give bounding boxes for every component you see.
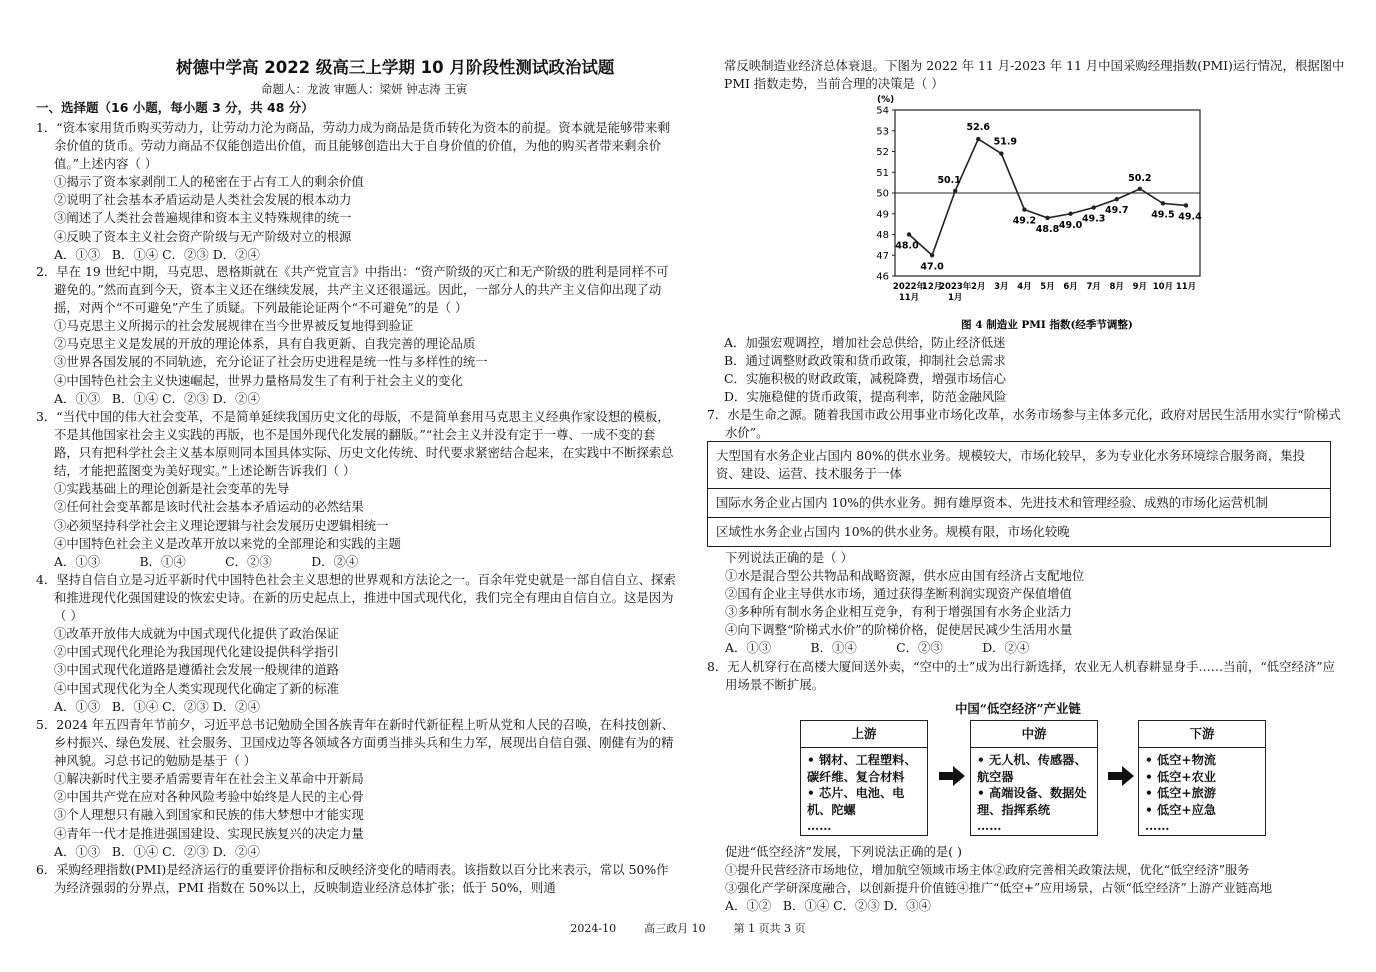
midstream-box [970,720,1098,836]
y-axis-unit: (%) [877,95,895,105]
option: ②说明了社会基本矛盾运动是人类社会发展的根本动力 [54,192,352,208]
table-row [708,518,1331,547]
question-stem: 5．2024 年五四青年节前夕，习近平总书记勉励全国各族青年在新时代新征程上听从党和人民的召唤，在科技创新、乡村振兴、绿色发展、社会服务、卫国戍边等各领域各方面勇当排头兵和生力军，展现出自信自强、刚健有为的精神风貌。习总书记的勉励是基于（ ） [36,717,675,769]
section-heading: 一、选择题（16 小题，每小题 3 分，共 48 分） [36,100,314,115]
data-label: 49.5 [1151,209,1175,221]
pmi-point [999,151,1003,155]
option: ①提升民营经济市场地位，增加航空领域市场主体②政府完善相关政策法规，优化“低空经济”服务 [725,863,1250,878]
option: A．加强宏观调控，增加社会总供给，防止经济低迷 [724,335,1006,350]
pmi-point [1184,203,1188,207]
question-1 [36,119,676,264]
data-label: 48.0 [895,240,919,252]
pmi-point [1138,187,1142,191]
pmi-point [1068,212,1072,216]
option: C．实施积极的财政政策，减税降费，增强市场信心 [724,371,1007,387]
question-stem: 8．无人机穿行在高楼大厦间送外卖，“空中的士”成为出行新选择，农业无人机春耕显身手……当前，“低空经济”应用场景不断扩展。 [707,659,1335,693]
answer-choices: A．①③ B．①④ C．②③ D．②④ [54,246,260,262]
chart-title: 图 4 制造业 PMI 指数(经季节调整) [961,319,1133,331]
y-tick-label: 47 [876,250,889,262]
downstream-box [1138,720,1266,836]
data-label: 48.8 [1035,223,1060,235]
pmi-point [1161,201,1165,205]
pmi-chart [857,88,1207,336]
data-label: 50.1 [937,174,961,186]
y-tick-label: 54 [876,105,889,117]
x-tick-label-sub: 1月 [947,293,963,303]
option: ①水是混合型公共物品和战略资源，供水应由国有经济占支配地位 [725,568,1085,584]
question-8 [707,658,1347,694]
answer-choices: A．①③ B．①④ C．②③ D．②④ [725,640,1030,656]
question-stem: 3．“当代中国的伟大社会变革，不是简单延续我国历史文化的母版，不是简单套用马克思主义经典作家设想的模板，不是其他国家社会主义实践的再版，也不是国外现代化发展的翻版。”“社会主义并没有定于一尊、一成不变的套路，只有把科学社会主义基本原则同本国具体实际、历史文化传统、时代要求紧密结合起来，在实践中不断探索总结，才能把蓝图变为美好现实。”上述论断告诉我们（ ） [36,409,674,479]
option: ③世界各国发展的不同轨迹，充分论证了社会历史进程是统一性与多样性的统一 [54,354,488,370]
question-prompt: 下列说法正确的是（ ） [725,550,853,565]
data-label: 52.6 [966,122,990,134]
option: ②国有企业主导供水市场，通过获得垄断利润实现资产保值增值 [725,586,1072,602]
option: ③阐述了人类社会普遍规律和资本主义特殊规律的统一 [54,210,352,226]
option: B．通过调整财政政策和货币政策，抑制社会总需求 [724,353,1006,369]
pmi-point [1115,197,1119,201]
question-3 [36,408,676,571]
x-tick-label: 11月 [1175,282,1197,292]
pmi-point [953,189,957,193]
question-7 [707,406,1347,442]
data-label: 49.2 [1012,215,1037,227]
water-enterprise-table [707,441,1331,547]
x-tick-label: 2022年 [892,282,926,292]
downstream-body: • 低空+物流 • 低空+农业 • 低空+旅游 • 低空+应急 …… [1145,753,1216,833]
option: ③必须坚持科学社会主义理论逻辑与社会发展历史逻辑相统一 [54,517,389,533]
option: ③个人理想只有融入到国家和民族的伟大梦想中才能实现 [54,807,364,823]
x-tick-label: 5月 [1040,282,1055,292]
page-footer: 2024-10 高三政月 10 第 1 页共 3 页 [570,922,806,935]
x-tick-label: 4月 [1017,282,1032,292]
option: ③多种所有制水务企业相互竞争，有利于增强国有水务企业活力 [725,604,1072,620]
midstream-body: • 无人机、传感器、航空器 • 高端设备、数据处理、指挥系统 …… [977,753,1087,833]
question-7-options [707,549,1347,658]
authors-line: 命题人：龙波 审题人：梁妍 钟志涛 王寅 [261,82,468,96]
option: ④青年一代才是推进强国建设、实现民族复兴的决定力量 [54,825,364,841]
upstream-body: • 钢材、工程塑料、碳纤维、复合材料 • 芯片、电池、电机、陀螺 …… [807,753,917,833]
question-4 [36,571,676,716]
y-tick-label: 46 [876,271,889,283]
x-tick-label: 2023年 [939,282,972,292]
question-2 [36,263,676,408]
y-tick-label: 52 [876,147,889,158]
option: ④向下调整“阶梯式水价”的阶梯价格，促使居民减少生活用水量 [725,622,1073,638]
pmi-point [1091,205,1095,209]
table-cell: 大型国有水务企业占国内 80%的供水业务。规模较大，市场化较早，多为专业化水务环境综合服务商，集投资、建设、运营、技术服务于一体 [708,442,1331,489]
answer-choices: A．①③ B．①④ C．②③ D．②④ [54,553,359,569]
y-tick-label: 51 [876,167,889,179]
x-tick-label: 8月 [1109,282,1124,292]
table-cell: 国际水务企业占国内 10%的供水业务。拥有雄厚资本、先进技术和管理经验、成熟的市场化运营机制 [708,489,1331,518]
pmi-point [1022,207,1026,211]
y-tick-label: 48 [876,230,889,241]
option: ③中国式现代化道路是遵循社会发展一般规律的道路 [54,662,339,678]
x-tick-label: 2月 [971,282,986,292]
option: ③强化产学研深度融合，以创新提升价值链④推广“低空+”应用场景，占领“低空经济”上游产业链高地 [725,881,1273,896]
pmi-point [976,137,980,141]
midstream-title: 中游 [971,721,1097,748]
data-label: 49.4 [1178,211,1202,223]
question-stem: 6．采购经理指数(PMI)是经济运行的重要评价指标和反映经济变化的晴雨表。该指数以百分比来表示，常以 50%作为经济强弱的分界点，PMI 指数在 50%以上，反映制造业经济总体扩张；低于 50%，则通 [36,862,669,896]
table-row [708,489,1331,518]
data-label: 49.7 [1105,205,1129,217]
question-6-start [36,861,676,897]
option: ①实践基础上的理论创新是社会变革的先导 [54,481,290,497]
option: ②马克思主义是发展的开放的理论体系，具有自我更新、自我完善的理论品质 [54,336,476,352]
pmi-point [1045,216,1049,220]
page-title: 树德中学高 2022 级高三上学期 10 月阶段性测试政治试题 [176,58,615,77]
question-stem: 7．水是生命之源。随着我国市政公用事业市场化改革，水务市场参与主体多元化，政府对居民生活用水实行“阶梯式水价”。 [707,407,1341,441]
upstream-box [800,720,928,836]
option: ②任何社会变革都是该时代社会基本矛盾运动的必然结果 [54,499,364,515]
option: ①马克思主义所揭示的社会发展规律在当今世界被反复地得到验证 [54,318,414,334]
question-8-options [707,843,1347,915]
pmi-point [930,253,934,257]
pmi-series-line [909,136,1186,255]
answer-choices: A．①③ B．①④ C．②③ D．②④ [54,390,260,406]
data-label: 47.0 [920,261,944,273]
option: ①解决新时代主要矛盾需要青年在社会主义革命中开新局 [54,771,364,787]
downstream-title: 下游 [1139,721,1265,748]
x-tick-label: 3月 [994,282,1009,292]
upstream-title: 上游 [801,721,927,748]
data-label: 51.9 [993,136,1018,148]
data-label: 49.0 [1058,219,1083,231]
option: ①揭示了资本家剥削工人的秘密在于占有工人的剩余价值 [54,174,364,190]
x-tick-label: 10月 [1152,282,1174,292]
table-row [708,442,1331,489]
option: ④中国特色社会主义快速崛起，世界力量格局发生了有利于社会主义的变化 [54,372,463,388]
question-5 [36,716,676,861]
table-cell: 区域性水务企业占国内 10%的供水业务。规模有限，市场化较晚 [708,518,1331,547]
option: D．实施稳健的货币政策，提高利率，防范金融风险 [724,389,1007,405]
option: ④中国式现代化为全人类实现现代化确定了新的标准 [54,680,339,696]
option: ②中国共产党在应对各种风险考验中始终是人民的主心骨 [54,789,364,805]
right-arrow-icon [1108,766,1134,786]
right-arrow-icon [939,766,965,786]
x-tick-label-sub: 11月 [898,293,920,303]
option: ④反映了资本主义社会资产阶级与无产阶级对立的根源 [54,228,352,244]
answer-choices: A．①③ B．①④ C．②③ D．②④ [54,843,260,859]
x-tick-label: 9月 [1132,282,1148,292]
x-tick-label: 7月 [1086,282,1101,292]
question-stem: 4．坚持自信自立是习近平新时代中国特色社会主义思想的世界观和方法论之一。百余年党史就是一部自信自立、探索和推进现代化强国建设的恢宏史诗。在新的历史起点上，推进中国式现代化，我们完全有理由自信自立。这是因为（ ） [36,572,676,624]
question-stem: 1．“资本家用货币购买劳动力，让劳动力沦为商品，劳动力成为商品是货币转化为资本的前提。资本就是能够带来剩余价值的货币。劳动力商品不仅能创造出价值，而且能够创造出大于自身价值的价值，为他的购买者带来剩余价值。”上述内容（ ） [36,120,670,172]
y-tick-label: 53 [876,126,889,138]
y-tick-label: 50 [876,188,889,200]
data-label: 49.3 [1081,213,1106,225]
pmi-point [907,232,911,236]
pmi-chart-svg [857,88,1207,336]
answer-choices: A．①③ B．①④ C．②③ D．②④ [54,698,260,714]
option: ①改革开放伟大成就为中国式现代化提供了政治保证 [54,626,339,642]
question-6-options [724,334,1344,406]
option: ②中国式现代化理论为我国现代化建设提供科学指引 [54,644,339,660]
answer-choices: A．①② B．①④ C．②③ D．③④ [725,898,931,914]
data-label: 50.2 [1128,172,1152,184]
question-stem-continued: 常反映制造业经济总体衰退。下图为 2022 年 11 月-2023 年 11 月中国采购经理指数(PMI)运行情况，根据图中 PMI 指数走势，当前合理的决策是（ ） [724,58,1345,92]
y-tick-label: 49 [876,209,889,221]
option: ④中国特色社会主义是改革开放以来党的全部理论和实践的主题 [54,535,401,551]
x-tick-label: 12月 [921,282,943,292]
question-stem: 2．早在 19 世纪中期，马克思、恩格斯就在《共产党宣言》中指出：“资产阶级的灭亡和无产阶级的胜利是同样不可避免的。”然而直到今天，资本主义还在继续发展，共产主义还很遥远。因此，一部分人的共产主义信仰出现了动摇，对两个“不可避免”产生了质疑。下列最能论证两个“不可避免”的是（ ） [36,264,669,316]
question-prompt: 促进“低空经济”发展，下列说法正确的是( ) [725,844,962,859]
x-tick-label: 6月 [1063,282,1078,292]
chain-title: 中国“低空经济”产业链 [955,701,1081,716]
